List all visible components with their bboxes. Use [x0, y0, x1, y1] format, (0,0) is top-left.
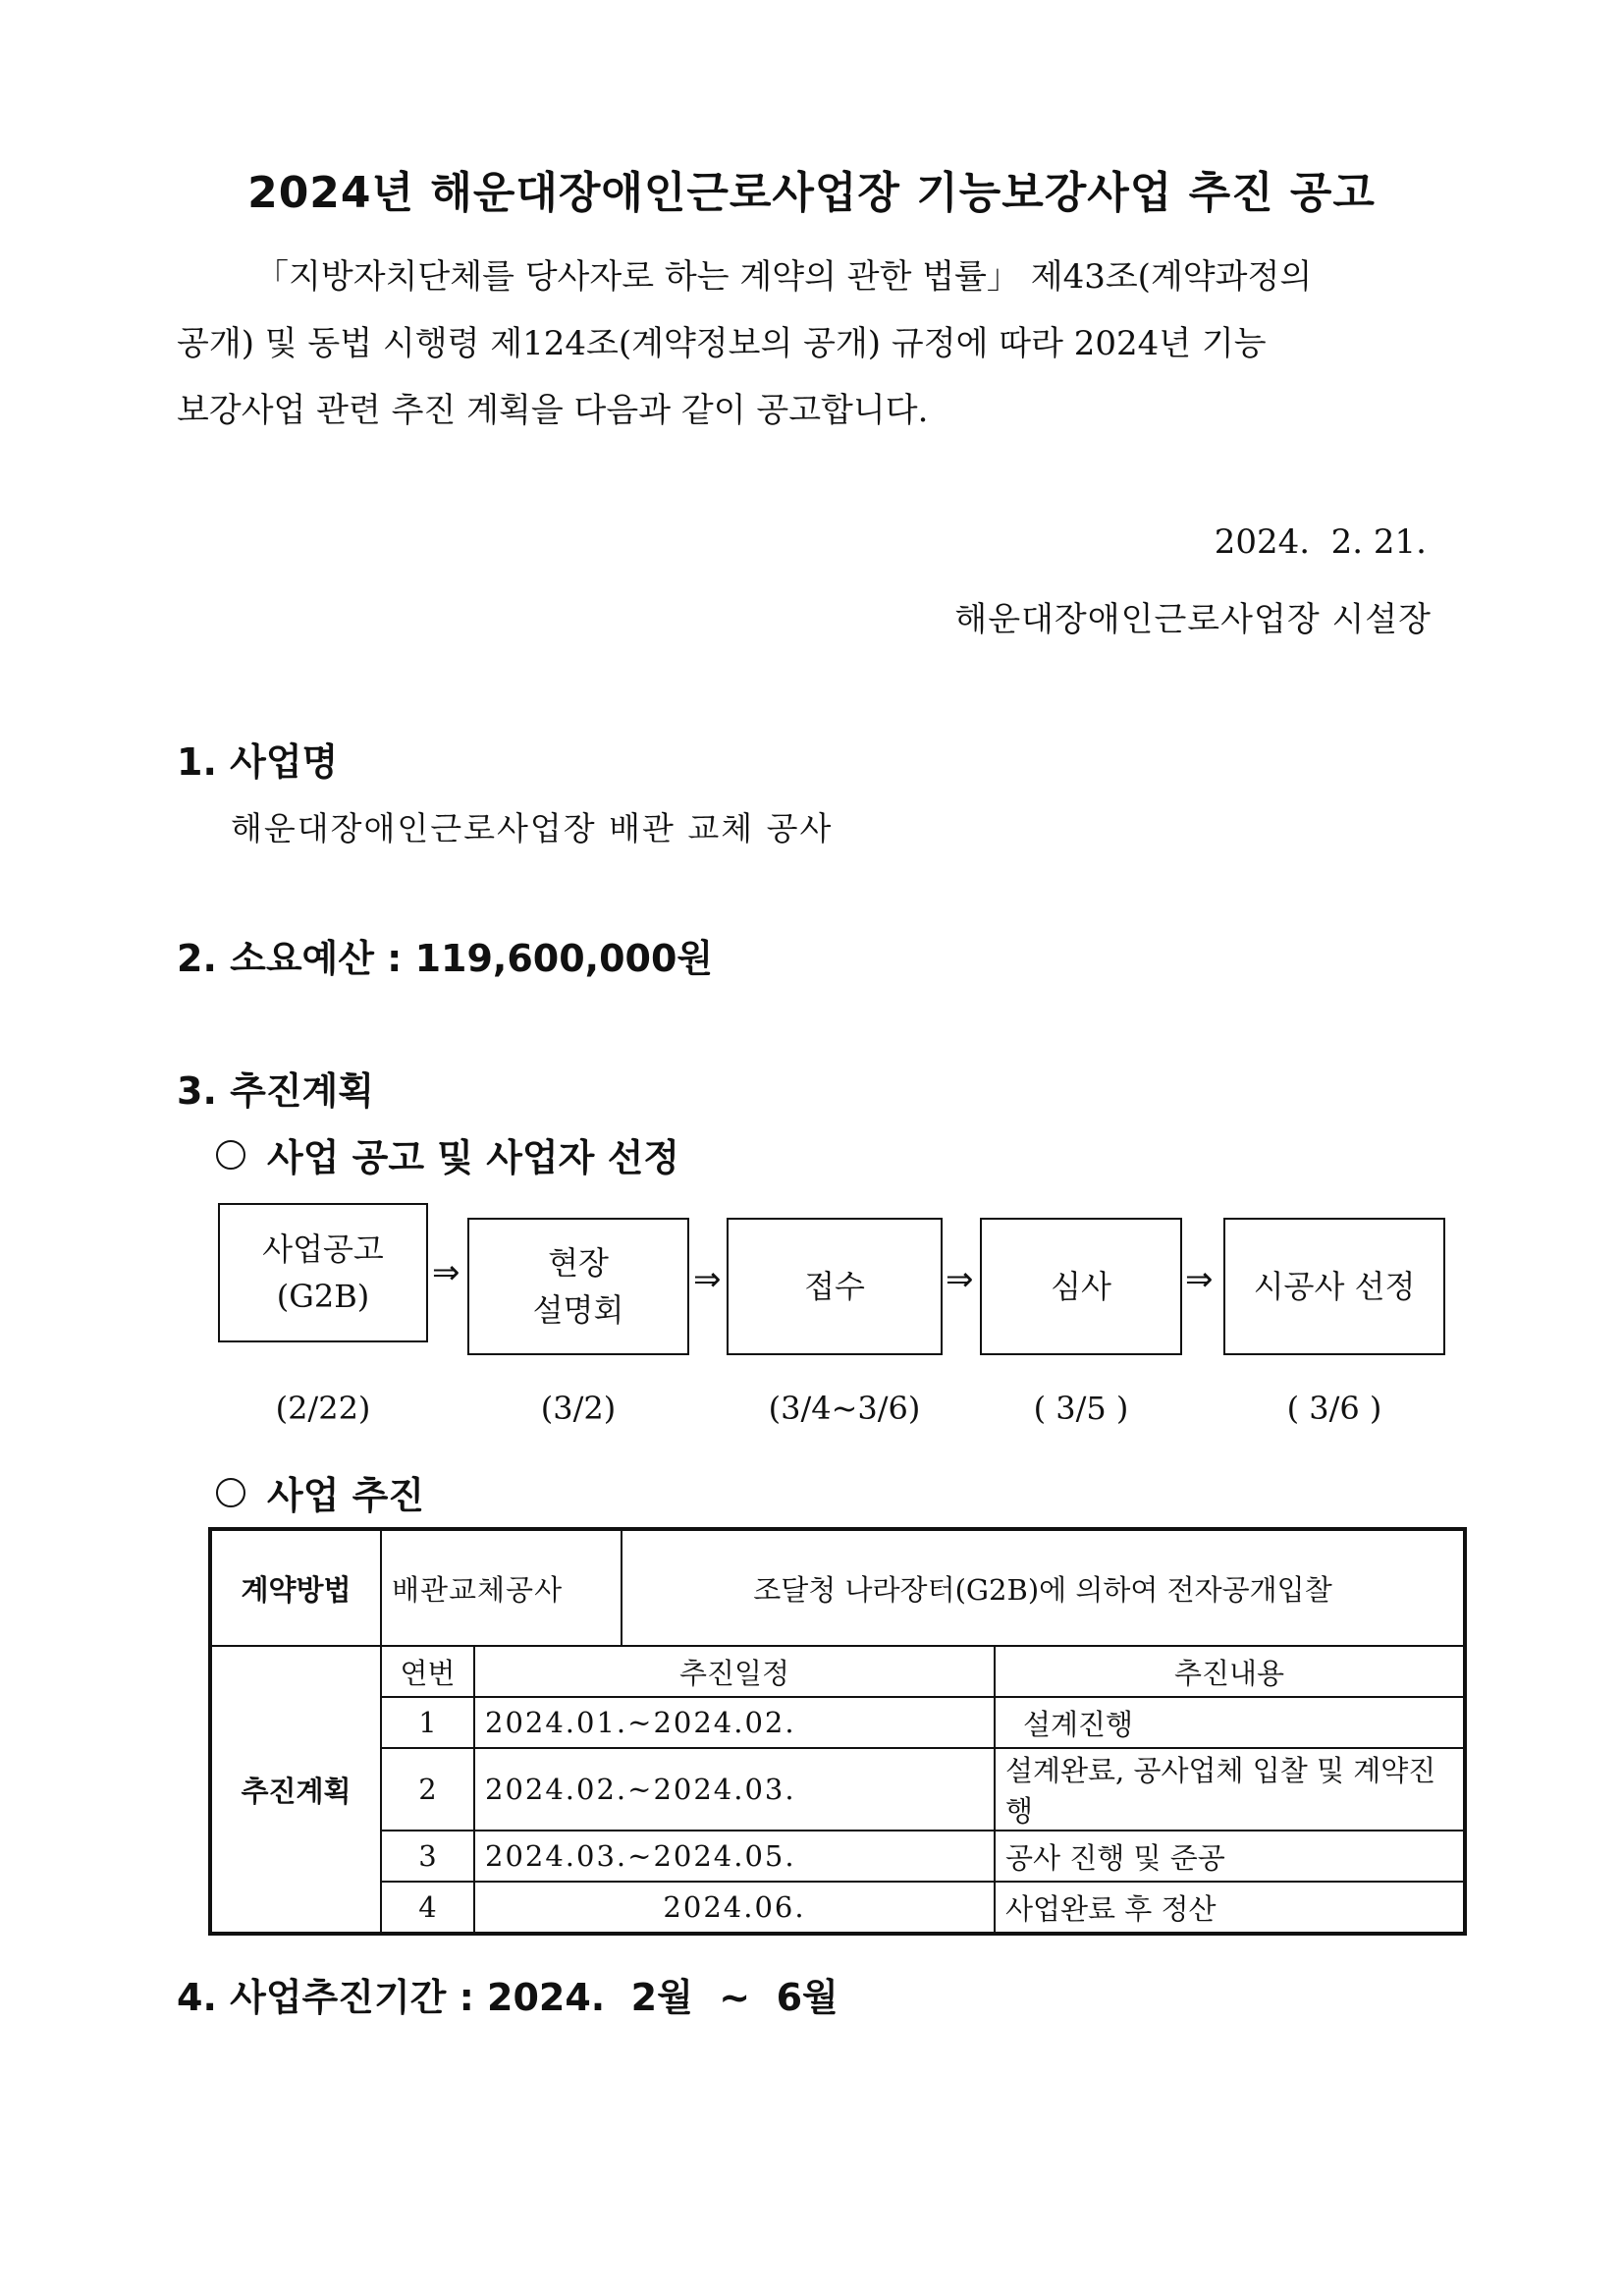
step-date: (3/4~3/6)	[768, 1390, 921, 1427]
section-2-heading: 2. 소요예산 : 119,600,000원	[177, 937, 714, 980]
section-1-heading: 1. 사업명	[177, 740, 339, 784]
subsection-selection-label: 사업 공고 및 사업자 선정	[267, 1135, 679, 1179]
step-box-contractor-selection	[1223, 1218, 1445, 1355]
row-content: 설계진행	[995, 1697, 1465, 1748]
step-date: (3/2)	[540, 1390, 617, 1427]
table-row	[210, 1882, 1465, 1934]
step-label: 사업공고	[262, 1230, 384, 1268]
section-4-heading: 4. 사업추진기간 : 2024. 2월 ~ 6월	[177, 1976, 839, 2019]
row-no: 3	[381, 1831, 474, 1882]
circle-bullet-icon	[216, 1478, 245, 1507]
project-name: 해운대장애인근로사업장 배관 교체 공사	[231, 809, 834, 847]
row-no: 4	[381, 1882, 474, 1934]
step-box-review	[980, 1218, 1182, 1355]
row-period: 2024.03.~2024.05.	[474, 1831, 995, 1882]
organization-signature: 해운대장애인근로사업장 시설장	[954, 600, 1432, 639]
row-content: 공사 진행 및 준공	[995, 1831, 1465, 1882]
intro-paragraph	[177, 244, 1492, 444]
step-label: (G2B)	[276, 1278, 370, 1315]
arrow-icon: ⇒	[946, 1260, 974, 1299]
table-row	[210, 1748, 1465, 1831]
step-label: 시공사 선정	[1253, 1268, 1416, 1305]
step-label: 현장	[548, 1244, 609, 1282]
intro-line-2: 공개) 및 동법 시행령 제124조(계약정보의 공개) 규정에 따라 2024년 기능	[177, 324, 1267, 363]
intro-line-1: 「지방자치단체를 당사자로 하는 계약의 관한 법률」 제43조(계약과정의	[255, 257, 1313, 297]
step-label: 심사	[1051, 1268, 1111, 1305]
step-date: (2/22)	[275, 1390, 371, 1427]
arrow-icon: ⇒	[1185, 1260, 1214, 1299]
plan-label: 추진계획	[210, 1646, 381, 1934]
header-period: 추진일정	[474, 1646, 995, 1697]
table-row	[210, 1831, 1465, 1882]
row-period: 2024.02.~2024.03.	[474, 1748, 995, 1831]
step-box-submission	[727, 1218, 943, 1355]
contract-method-label: 계약방법	[210, 1529, 381, 1646]
row-content: 사업완료 후 정산	[995, 1882, 1465, 1934]
header-content: 추진내용	[995, 1646, 1465, 1697]
announcement-date: 2024. 2. 21.	[1214, 522, 1427, 562]
step-label: 접수	[804, 1268, 865, 1305]
step-box-briefing	[467, 1218, 689, 1355]
arrow-icon: ⇒	[432, 1253, 460, 1292]
row-period: 2024.06.	[474, 1882, 995, 1934]
document-title: 2024년 해운대장애인근로사업장 기능보강사업 추진 공고	[247, 168, 1376, 218]
plan-table	[208, 1527, 1467, 1936]
row-period: 2024.01.~2024.02.	[474, 1697, 995, 1748]
contract-method: 조달청 나라장터(G2B)에 의하여 전자공개입찰	[622, 1529, 1465, 1646]
step-box-announcement	[218, 1203, 428, 1342]
section-3-heading: 3. 추진계획	[177, 1069, 374, 1113]
header-no: 연번	[381, 1646, 474, 1697]
row-no: 1	[381, 1697, 474, 1748]
row-no: 2	[381, 1748, 474, 1831]
row-content: 설계완료, 공사업체 입찰 및 계약진행	[995, 1748, 1465, 1831]
table-row	[210, 1697, 1465, 1748]
step-date: ( 3/5 )	[1033, 1390, 1129, 1427]
subsection-selection	[216, 1127, 679, 1181]
step-date: ( 3/6 )	[1286, 1390, 1382, 1427]
contract-type: 배관교체공사	[381, 1529, 622, 1646]
arrow-icon: ⇒	[693, 1260, 722, 1299]
intro-line-3: 보강사업 관련 추진 계획을 다음과 같이 공고합니다.	[177, 391, 929, 430]
step-label: 설명회	[532, 1291, 624, 1329]
subsection-execution	[216, 1465, 424, 1519]
circle-bullet-icon	[216, 1140, 245, 1170]
subsection-execution-label: 사업 추진	[267, 1473, 425, 1517]
